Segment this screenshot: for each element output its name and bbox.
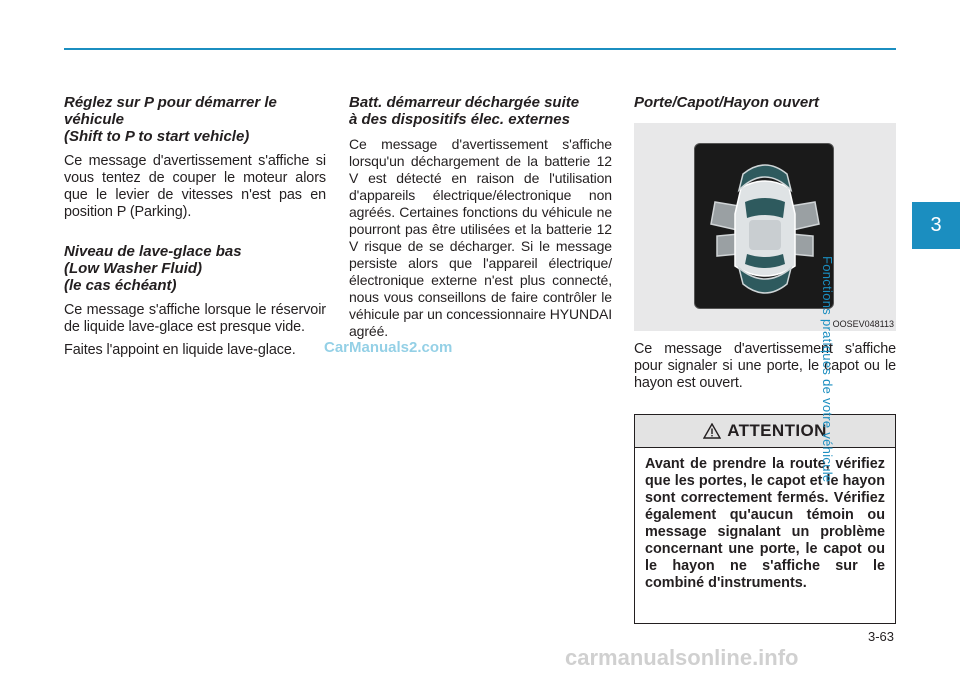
watermark-carmanuals2: CarManuals2.com [324,339,453,356]
column-1 [64,94,326,359]
top-rule [64,48,896,50]
column-2 [349,94,612,340]
chapter-tab: 3 [912,202,960,249]
warning-triangle-icon [703,423,721,439]
heading-shift-to-p: Réglez sur P pour démarrer le véhicule (Shift to P to start vehicle) [64,94,277,145]
paragraph-refill-washer: Faites l'appoint en liquide lave-glace. [64,342,296,358]
figure-code: OOSEV048113 [832,319,894,329]
paragraph-low-washer-fluid: Ce message s'affiche lorsque le réservoir de liquide lave-glace est presque vide. [64,302,326,335]
page-number: 3-63 [867,629,894,644]
column-3 [634,94,896,624]
door-open-figure [634,123,896,331]
watermark-carmanualsonline: carmanualsonline.info [565,645,799,670]
attention-header [635,415,895,448]
car-doors-open-icon [695,144,835,310]
attention-box [634,414,896,624]
attention-title: ATTENTION [727,421,827,440]
chapter-side-label: Fonctions pratiques de votre véhicule [819,256,835,483]
paragraph-door-open: Ce message d'avertissement s'affiche pour signaler si une porte, le capot ou le hayon est ouvert. [634,341,896,391]
cluster-display [694,143,834,309]
paragraph-battery-discharged: Ce message d'avertissement s'affiche lorsqu'un déchargement de la batterie 12 V est détecté en raison de l'utilisation d'appareils électrique/électronique non agréés. Certaines fonctions du véhicule ne pourront pas être utilisées et la batterie 12 V risque de se décharger. Si le message persiste alors que l'appareil électrique/électronique externe n'est plus connecté, nous vous conseillons de faire contrôler le véhicule par un concessionnaire HYUNDAI agréé. [349,136,613,339]
paragraph-shift-to-p: Ce message d'avertissement s'affiche si vous tentez de couper le moteur alors que le levier de vitesses n'est pas en position P (Parking). [64,153,326,220]
heading-battery-discharged: Batt. démarreur déchargée suite à des dispositifs élec. externes [349,94,580,128]
attention-text: Avant de prendre la route, vérifiez que les portes, le capot et le hayon sont correctement fermés. Vérifiez également qu'aucun témoin ou message signalant un problème concernant une porte, le capot ou le hayon ne s'affiche sur le combiné d'instruments. [645,456,885,591]
heading-low-washer-fluid: Niveau de lave-glace bas (Low Washer Fluid) (le cas échéant) [64,243,242,294]
heading-door-open: Porte/Capot/Hayon ouvert [634,94,820,111]
